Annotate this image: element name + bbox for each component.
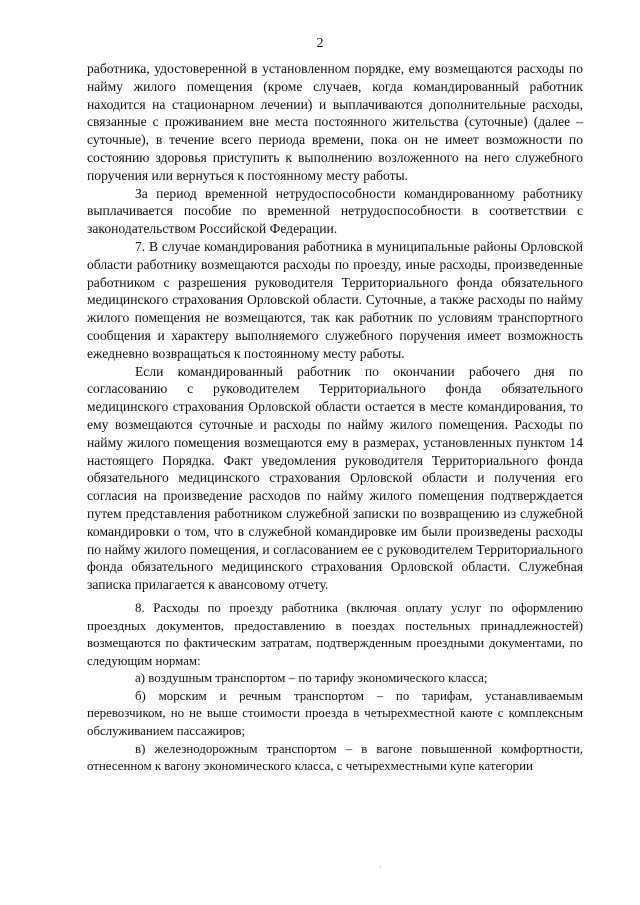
list-item-railway: в) железнодорожным транспортом – в вагоне повышенной комфортности, отнесенном к вагону экономического класса, с четырехместными купе категории (87, 741, 583, 774)
paragraph-continuation: работника, удостоверенной в установленном порядке, ему возмещаются расходы по найму жилого помещения (кроме случаев, когда командированный работник находится на стационарном лечении) и выплачиваются дополнительные расходы, связанные с проживанием вне места постоянного жительства (суточные) (далее – суточные), в течение всего периода времени, пока он не имеет возможности по состоянию здоровья приступить к выполнению возложенного на него служебного поручения или вернуться к постоянному месту работы. (87, 61, 583, 183)
paragraph-item-8: 8. Расходы по проезду работника (включая оплату услуг по оформлению проездных документов, предоставлению в поездах постельных принадлежностей) возмещаются по фактическим затратам, подтвержденным проездными документами, по следующим нормам: (87, 600, 583, 668)
paragraph-item-7: 7. В случае командирования работника в муниципальные районы Орловской области работнику возмещаются расходы по проезду, иные расходы, произведенные работником с разрешения руководителя Территориального фонда обязательного медицинского страхования Орловской области. Суточные, а также расходы по найму жилого помещения не возмещаются, так как работник по условиям транспортного сообщения и характеру выполняемого служебного поручения имеет возможность ежедневно возвращаться к постоянному месту работы. (87, 238, 583, 361)
document-body (87, 60, 583, 776)
paragraph-overnight-stay: Если командированный работник по окончании рабочего дня по согласованию с руководителем Территориального фонда обязательного медицинского страхования Орловской области остается в месте командирования, то ему возмещаются суточные и расходы по найму жилого помещения. Расходы по найму жилого помещения возмещаются ему в размерах, установленных пунктом 14 настоящего Порядка. Факт уведомления руководителя Территориального фонда обязательного медицинского страхования Орловской области и получения его согласия на произведение расходов по найму жилого помещения подтверждается путем представления работником служебной записки по возвращению из служебной командировки о том, что в служебной командировке им были произведены расходы по найму жилого помещения, и согласованием ее с руководителем Территориального фонда обязательного медицинского страхования Орловской области. Служебная записка прилагается к авансовому отчету. (87, 363, 583, 593)
page-number: 2 (316, 36, 324, 51)
list-item-sea-river: б) морским и речным транспортом – по тарифам, устанавливаемым перевозчиком, но не выше стоимости проезда в четырехместной каюте с комплексным обслуживанием пассажиров; (87, 688, 583, 739)
scan-artifact: · (379, 862, 382, 872)
paragraph-sick-leave: За период временной нетрудоспособности командированному работнику выплачивается пособие по временной нетрудоспособности в соответствии с законодательством Российской Федерации. (87, 185, 583, 237)
list-item-air: а) воздушным транспортом – по тарифу экономического класса; (135, 671, 488, 686)
